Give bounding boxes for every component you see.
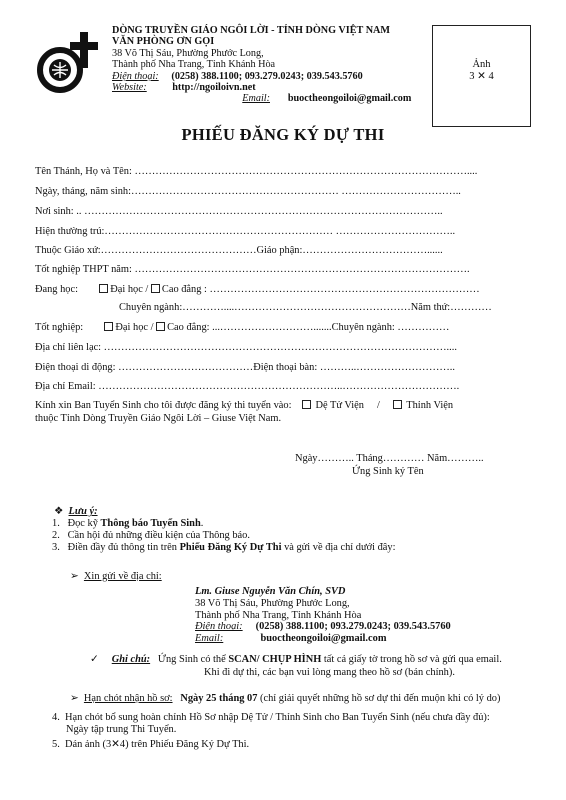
org-name: DÒNG TRUYỀN GIÁO NGÔI LỜI - TỈNH DÒNG VIỆT NAM bbox=[112, 25, 391, 36]
website-link[interactable]: http://ngoiloivn.net bbox=[172, 82, 256, 94]
diamond-bullet-icon: ❖ bbox=[54, 506, 64, 517]
option-separator: / bbox=[376, 400, 380, 411]
studying-opt-university: Đại học / bbox=[110, 284, 151, 295]
office-name: VĂN PHÒNG ƠN GỌI bbox=[112, 36, 215, 48]
grad-opt-college[interactable]: Cao đẳng: ...……………………….......Chuyên ngành: …………… bbox=[167, 322, 450, 333]
date-line[interactable]: Ngày……….. Tháng………… Năm……….. bbox=[295, 453, 484, 464]
residence-field[interactable]: Hiện thường trú:………………………………………………………… …………………………….. bbox=[35, 226, 456, 237]
contact-address-field[interactable]: Địa chỉ liên lạc: ……………………………………………………………………………………….... bbox=[35, 342, 457, 353]
hs-grad-field[interactable]: Tốt nghiệp THPT năm: ……………………………………………………………………………………. bbox=[35, 264, 470, 275]
request-line-2: thuộc Tỉnh Dòng Truyền Giáo Ngôi Lời – Giuse Việt Nam. bbox=[35, 413, 282, 424]
website-label: Website: bbox=[112, 82, 147, 94]
checkmark-icon: ✓ bbox=[90, 654, 99, 665]
email-link[interactable]: buoctheongoiloi@gmail.com bbox=[287, 93, 412, 105]
notes-heading: ❖ Lưu ý: bbox=[54, 506, 98, 517]
graduated-label: Tốt nghiệp: bbox=[35, 322, 84, 333]
grad-university-checkbox[interactable] bbox=[104, 322, 113, 331]
note-item-4: 4. Hạn chót bổ sung hoàn chỉnh Hồ Sơ nhập Dệ Tử / Thỉnh Sinh cho Ban Tuyển Sinh (nếu chưa đầy đủ): Ngày tập trung Thi Tuyển. bbox=[52, 712, 490, 735]
send-to-line: ➢ Xin gửi về địa chỉ: bbox=[70, 571, 162, 582]
recipient-name: Lm. Giuse Nguyễn Văn Chín, SVD bbox=[195, 586, 346, 597]
org-header bbox=[112, 25, 411, 105]
svd-logo bbox=[32, 30, 100, 98]
recipient-address-1: 38 Võ Thị Sáu, Phường Phước Long, bbox=[195, 597, 350, 609]
photo-box bbox=[432, 25, 531, 127]
dob-field[interactable]: Ngày, tháng, năm sinh:…………………………………………………… …………………………….. bbox=[35, 186, 461, 197]
request-line bbox=[35, 400, 453, 411]
postulant-checkbox[interactable] bbox=[302, 400, 311, 409]
arrow-bullet-icon-2: ➢ bbox=[70, 693, 79, 704]
address-line-2: Thành phố Nha Trang, Tỉnh Khánh Hòa bbox=[112, 59, 276, 71]
arrow-bullet-icon: ➢ bbox=[70, 571, 79, 582]
recipient-email: Email: buoctheongoiloi@gmail.com bbox=[195, 633, 387, 645]
note-item-3: 3. Điền đầy đủ thông tin trên Phiếu Đăng Ký Dự Thi và gửi về địa chỉ dưới đây: bbox=[52, 542, 396, 553]
postulant-label: Dệ Tử Viện bbox=[315, 400, 364, 411]
ghi-chu-block: ✓ Ghi chú: Ứng Sinh có thể SCAN/ CHỤP HÌNH tất cả giấy tờ trong hồ sơ và gửi qua email. Khi đi dự thi, các bạn vui lòng mang theo hồ sơ (bản chính). bbox=[90, 654, 502, 678]
graduated-row bbox=[35, 322, 449, 333]
form-title: PHIẾU ĐĂNG KÝ DỰ THI bbox=[181, 125, 385, 144]
studying-opt-college[interactable]: Cao đẳng : …………………………………………………………………… bbox=[161, 284, 480, 295]
recipient-block bbox=[195, 586, 451, 645]
studying-label: Đang học: bbox=[35, 284, 78, 295]
major-field[interactable]: Chuyên ngành:…………....……………………………………………Năm thứ:………… bbox=[119, 302, 492, 313]
studying-college-checkbox[interactable] bbox=[151, 284, 160, 293]
grad-opt-university: Đại học / bbox=[115, 322, 157, 333]
recipient-address-2: Thành phố Nha Trang, Tỉnh Khánh Hòa bbox=[195, 609, 362, 621]
studying-row bbox=[35, 284, 480, 295]
studying-university-checkbox[interactable] bbox=[99, 284, 108, 293]
phone-line bbox=[112, 71, 411, 82]
phone-value: (0258) 388.1100; 093.279.0243; 039.543.5760 bbox=[171, 70, 363, 82]
request-text: Kính xin Ban Tuyển Sinh cho tôi được đăng ký thi tuyển vào: bbox=[35, 400, 292, 411]
email-field[interactable]: Địa chỉ Email: ……………………………………………………………..……………………………. bbox=[35, 381, 460, 392]
aspirant-checkbox[interactable] bbox=[393, 400, 402, 409]
phone-fields[interactable]: Điện thoại di động: …………………………………Điện thoại bàn: ………..……………………….. bbox=[35, 362, 455, 373]
aspirant-label: Thỉnh Viện bbox=[406, 400, 454, 411]
notes-list bbox=[52, 518, 552, 554]
birthplace-field[interactable]: Nơi sinh: .. ………………………………………………………………………………………….. bbox=[35, 206, 443, 217]
ghi-chu-label: Ghi chú: bbox=[111, 654, 151, 665]
photo-size: 3 ✕ 4 bbox=[469, 71, 494, 82]
deadline-line: ➢ Hạn chót nhận hồ sơ: Ngày 25 tháng 07 (chỉ giải quyết những hồ sơ dự thi đến muộn khi có lý do) bbox=[70, 693, 501, 704]
recipient-phone: Điện thoại: (0258) 388.1100; 093.279.0243; 039.543.5760 bbox=[195, 621, 451, 633]
note-item-2: 2. Cần hội đủ những điều kiện của Thông báo. bbox=[52, 530, 250, 541]
signature-label: Ứng Sinh ký Tên bbox=[352, 466, 424, 477]
parish-field[interactable]: Thuộc Giáo xứ:………………………………………Giáo phận:………………………………...... bbox=[35, 245, 443, 256]
website-line bbox=[112, 82, 411, 93]
address-line-1: 38 Võ Thị Sáu, Phường Phước Long, bbox=[112, 47, 264, 59]
note-item-5: 5. Dán ảnh (3✕4) trên Phiếu Đăng Ký Dự Thi. bbox=[52, 739, 250, 750]
email-label: Email: bbox=[242, 93, 270, 105]
grad-college-checkbox[interactable] bbox=[156, 322, 165, 331]
full-name-field[interactable]: Tên Thánh, Họ và Tên: …………………………………………………………………………………….... bbox=[35, 166, 478, 177]
phone-label: Điện thoại: bbox=[112, 70, 159, 82]
recipient-email-link[interactable]: buoctheongoiloi@gmail.com bbox=[260, 633, 387, 645]
ghi-chu-line-2: Khi đi dự thi, các bạn vui lòng mang theo hồ sơ (bản chính). bbox=[204, 666, 455, 678]
email-line bbox=[112, 93, 411, 104]
photo-label: Ảnh bbox=[472, 59, 491, 70]
note-item-1: 1. Đọc kỹ Thông báo Tuyển Sinh. bbox=[52, 518, 204, 529]
